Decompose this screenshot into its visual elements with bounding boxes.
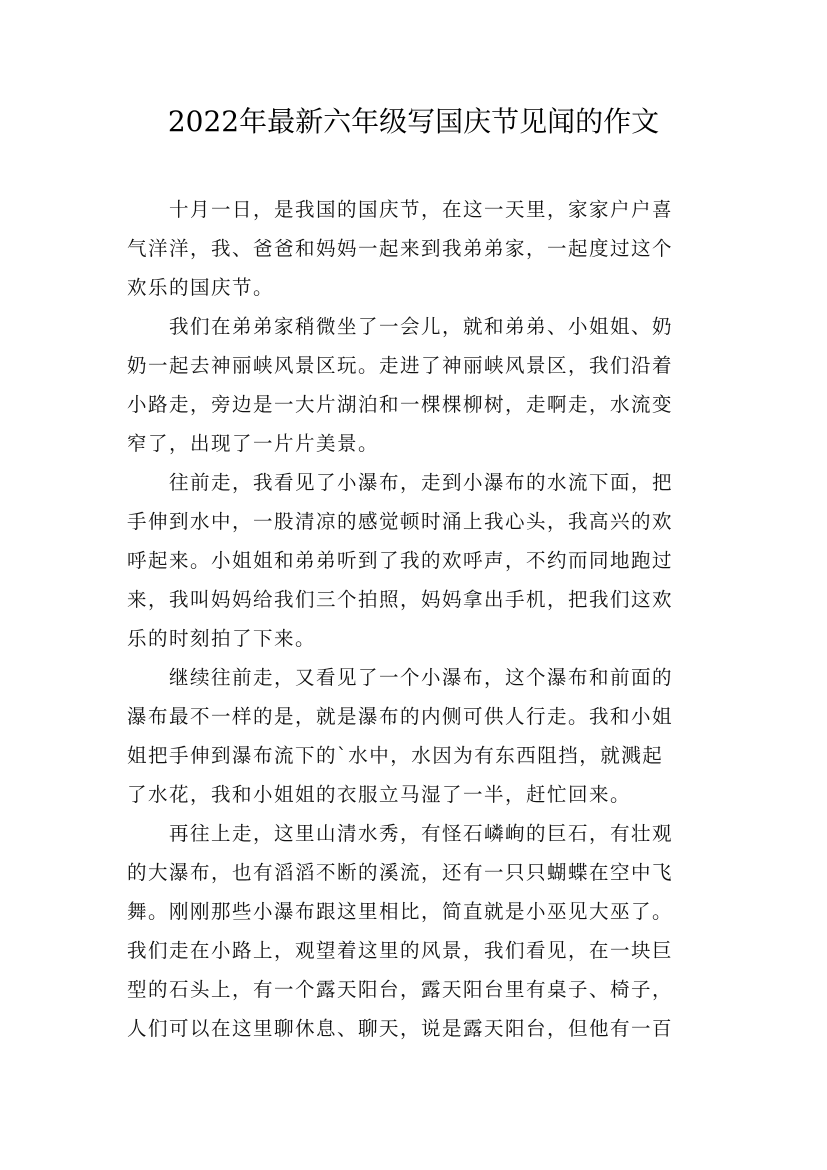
paragraph-5 bbox=[127, 814, 702, 1048]
text-line: 奶一起去神丽峡风景区玩。走进了神丽峡风景区，我们沿着 bbox=[127, 354, 674, 377]
text-line: 我们走在小路上，观望着这里的风景，我们看见，在一块巨 bbox=[127, 939, 674, 962]
text-line: 手伸到水中，一股清凉的感觉顿时涌上我心头，我高兴的欢 bbox=[127, 510, 674, 533]
text-line: 姐把手伸到瀑布流下的`水中，水因为有东西阻挡，就溅起 bbox=[127, 744, 664, 767]
text-line: 气洋洋，我、爸爸和妈妈一起来到我弟弟家，一起度过这个 bbox=[127, 237, 674, 260]
text-line: 我们在弟弟家稍微坐了一会儿，就和弟弟、小姐姐、奶 bbox=[169, 315, 674, 338]
text-line: 瀑布最不一样的是，就是瀑布的内侧可供人行走。我和小姐 bbox=[127, 705, 674, 728]
text-line: 的大瀑布，也有滔滔不断的溪流，还有一只只蝴蝶在空中飞 bbox=[127, 861, 674, 884]
text-line: 人们可以在这里聊休息、聊天，说是露天阳台，但他有一百 bbox=[127, 1017, 674, 1040]
text-line: 窄了，出现了一片片美景。 bbox=[127, 432, 380, 455]
text-line: 再往上走，这里山清水秀，有怪石嶙峋的巨石，有壮观 bbox=[169, 822, 674, 845]
paragraph-2 bbox=[127, 307, 702, 463]
text-line: 欢乐的国庆节。 bbox=[127, 276, 275, 299]
article-body bbox=[127, 190, 702, 1048]
text-line: 呼起来。小姐姐和弟弟听到了我的欢呼声，不约而同地跑过 bbox=[127, 549, 674, 572]
text-line: 继续往前走，又看见了一个小瀑布，这个瀑布和前面的 bbox=[169, 666, 674, 689]
text-line: 了水花，我和小姐姐的衣服立马湿了一半，赶忙回来。 bbox=[127, 783, 632, 806]
text-line: 往前走，我看见了小瀑布，走到小瀑布的水流下面，把 bbox=[169, 471, 674, 494]
text-line: 型的石头上，有一个露天阳台，露天阳台里有桌子、椅子， bbox=[127, 978, 674, 1001]
text-line: 乐的时刻拍了下来。 bbox=[127, 627, 317, 650]
paragraph-1 bbox=[127, 190, 702, 307]
text-line: 来，我叫妈妈给我们三个拍照，妈妈拿出手机，把我们这欢 bbox=[127, 588, 674, 611]
paragraph-4 bbox=[127, 658, 702, 814]
page-title: 2022年最新六年级写国庆节见闻的作文 bbox=[167, 105, 660, 138]
text-line: 十月一日，是我国的国庆节，在这一天里，家家户户喜 bbox=[169, 198, 674, 221]
paragraph-3 bbox=[127, 463, 702, 658]
text-line: 小路走，旁边是一大片湖泊和一棵棵柳树，走啊走，水流变 bbox=[127, 393, 674, 416]
text-line: 舞。刚刚那些小瀑布跟这里相比，简直就是小巫见大巫了。 bbox=[127, 900, 674, 923]
